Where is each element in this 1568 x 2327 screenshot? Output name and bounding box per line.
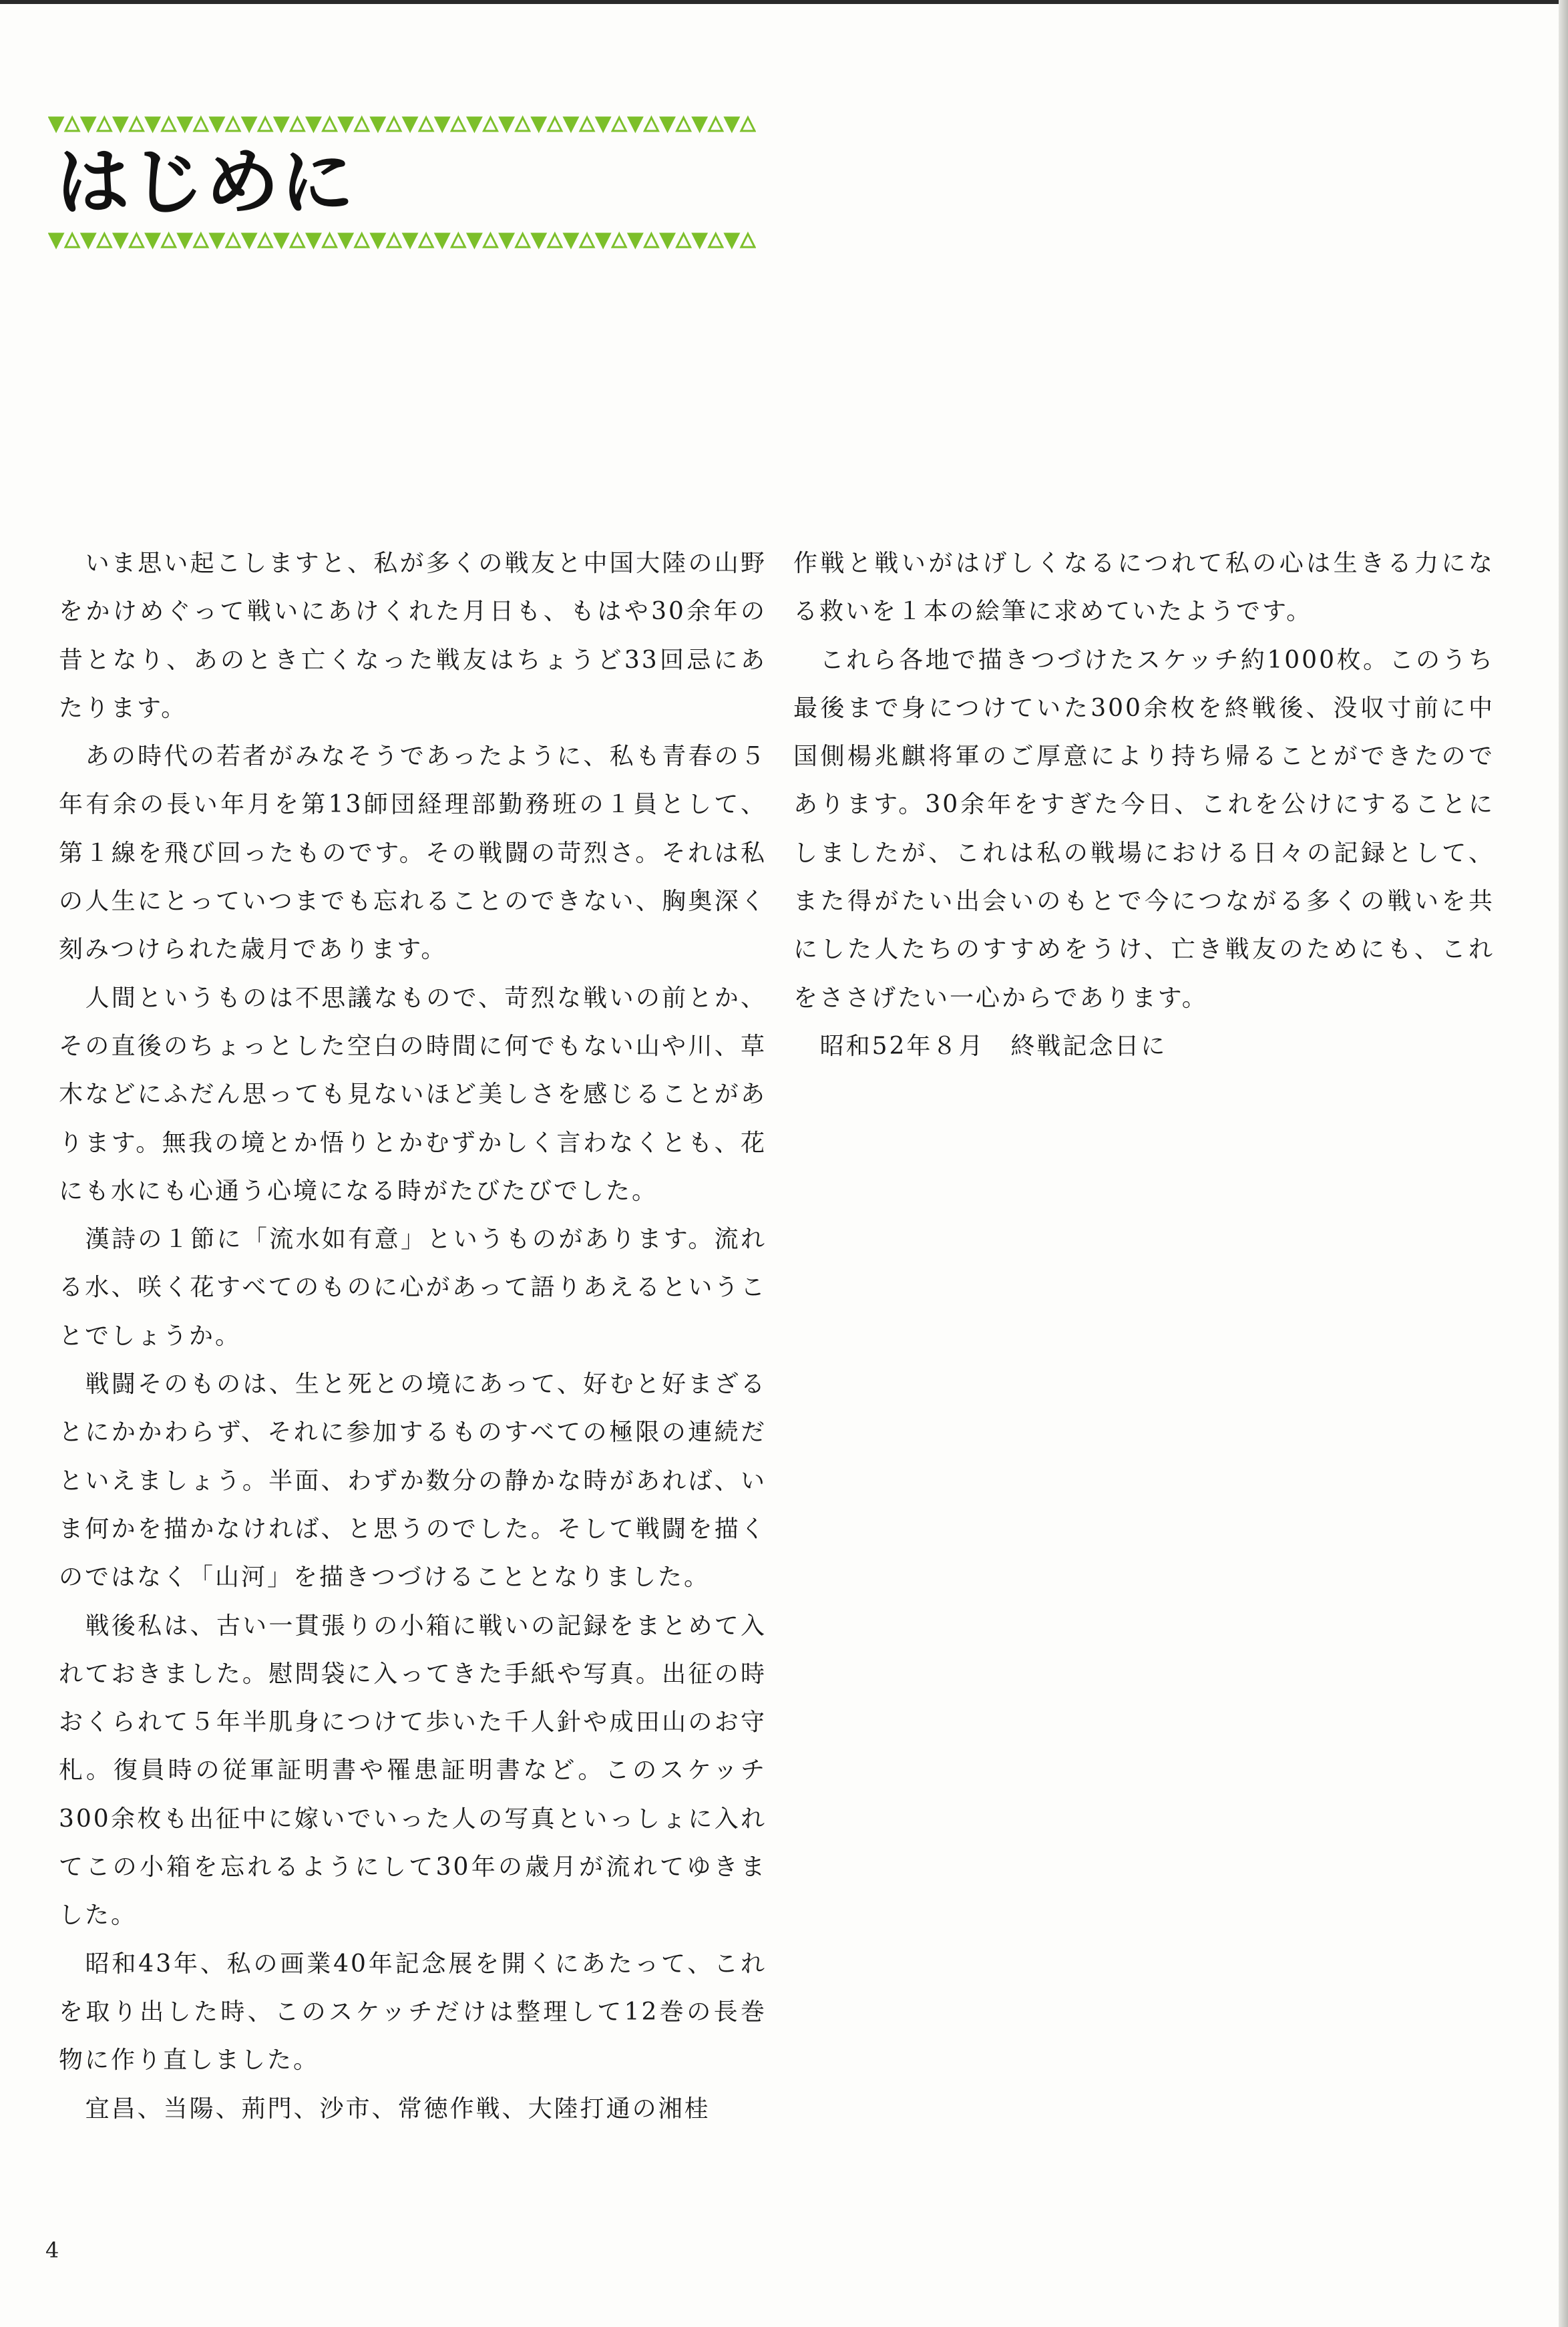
decorative-triangle [596,118,610,131]
paragraph-continued: 作戦と戦いがはげしくなるにつれて私の心は生きる力になる救いを１本の絵筆に求めていたようです。 [793,550,1495,626]
decorative-triangle [660,118,674,131]
decorative-triangle [693,234,707,247]
decorative-triangle-border-top [48,112,756,136]
decorative-triangle [596,234,610,247]
decorative-triangle [130,234,143,247]
decorative-triangle [178,118,192,131]
decorative-triangle [146,118,160,131]
decorative-triangle [97,118,111,131]
decorative-triangle [500,234,514,247]
decorative-triangle [162,234,176,247]
paragraph: 漢詩の１節に「流水如有意」というものがあります。流れる水、咲く花すべてのものに心があって語りあえるということでしょうか。 [59,1226,767,1350]
decorative-triangle [419,118,433,131]
decorative-triangle [114,118,127,131]
decorative-triangle [307,234,320,247]
decorative-triangle [387,234,401,247]
decorative-triangle [242,234,256,247]
decorative-triangle [564,234,578,247]
decorative-triangle [178,234,192,247]
decorative-triangle [162,118,176,131]
decorative-triangle [564,118,578,131]
decorative-triangle [65,118,79,131]
decorative-triangle [644,118,658,131]
decorative-triangle [403,234,417,247]
decorative-triangle [580,118,594,131]
decorative-triangle [323,234,337,247]
decorative-triangle [290,118,304,131]
decorative-triangle [580,234,594,247]
decorative-triangle [451,234,465,247]
decorative-triangle [435,118,449,131]
decorative-triangle [290,234,304,247]
decorative-triangle [419,234,433,247]
decorative-triangle [612,118,626,131]
decorative-triangle [660,234,674,247]
decorative-triangle [548,118,562,131]
paragraph: あの時代の若者がみなそうであったように、私も青春の５年有余の長い年月を第13師団経理部勤務班の１員として、第１線を飛び回ったものです。その戦闘の苛烈さ。それは私の人生にとっていつまでも忘れることのできない、胸奥深く刻みつけられた歳月であります。 [59,743,767,964]
decorative-triangle [725,118,739,131]
decorative-triangle [725,234,739,247]
decorative-triangle [677,234,691,247]
decorative-triangle [323,118,337,131]
decorative-triangle [516,118,530,131]
decorative-triangle [435,234,449,247]
decorative-triangle [451,118,465,131]
decorative-triangle [274,234,288,247]
decorative-triangle [210,234,224,247]
decorative-triangle [258,118,272,131]
paragraph: これら各地で描きつづけたスケッチ約1000枚。このうち最後まで身につけていた300余枚を終戦後、没収寸前に中国側楊兆麒将軍のご厚意により持ち帰ることができたのであります。30余年をすぎた今日、これを公けにすることにしましたが、これは私の戦場における日々の記録として、また得がたい出会いのもとで今につながる多くの戦いを共にした人たちのすすめをうけ、亡き戦友のためにも、これをささげたい一心からであります。 [793,646,1495,1012]
decorative-triangle [548,234,562,247]
paragraph: いま思い起こしますと、私が多くの戦友と中国大陸の山野をかけめぐって戦いにあけくれた月日も、もはや30余年の昔となり、あのとき亡くなった戦友はちょうど33回忌にあたります。 [59,550,767,722]
decorative-triangle [339,118,353,131]
decorative-triangle [644,234,658,247]
decorative-triangle [97,234,111,247]
decorative-triangle [371,118,385,131]
decorative-triangle [628,234,642,247]
decorative-triangle [258,234,272,247]
decorative-triangle [81,234,95,247]
paragraph: 宜昌、当陽、荊門、沙市、常徳作戦、大陸打通の湘桂 [85,2095,711,2123]
decorative-triangle [194,234,208,247]
decorative-triangle [226,118,240,131]
decorative-triangle [741,118,755,131]
decorative-triangle [242,118,256,131]
decorative-triangle [371,234,385,247]
decorative-triangle [709,118,723,131]
decorative-triangle [226,234,240,247]
decorative-triangle [387,118,401,131]
decorative-triangle [210,118,224,131]
paragraph: 昭和43年、私の画業40年記念展を開くにあたって、これを取り出した時、このスケッチだけは整理して12巻の長巻物に作り直しました。 [59,1950,767,2075]
decorative-triangle [114,234,127,247]
decorative-triangle [65,234,79,247]
decorative-triangle [49,118,63,131]
decorative-triangle [403,118,417,131]
decorative-triangle [130,118,143,131]
decorative-triangle [355,118,369,131]
decorative-triangle [709,234,723,247]
decorative-triangle [532,234,546,247]
paragraph: 戦闘そのものは、生と死との境にあって、好むと好まざるとにかかわらず、それに参加するものすべての極限の連続だといえましょう。半面、わずか数分の静かな時があれば、いま何かを描かなければ、と思うのでした。そして戦闘を描くのではなく「山河」を描きつづけることとなりました。 [59,1371,767,1592]
decorative-triangle [81,118,95,131]
decorative-triangle [483,234,497,247]
decorative-triangle [467,234,481,247]
decorative-triangle [274,118,288,131]
decorative-triangle [483,118,497,131]
decorative-triangle [146,234,160,247]
heading-block [48,112,756,252]
decorative-triangle [741,234,755,247]
decorative-triangle [516,234,530,247]
body-column-right [793,540,1495,1071]
decorative-triangle [355,234,369,247]
signature-date: 昭和52年８月 終戦記念日に [819,1032,1167,1060]
decorative-triangle [677,118,691,131]
decorative-triangle [612,234,626,247]
right-scan-edge [1559,0,1568,2327]
decorative-triangle [532,118,546,131]
paragraph: 人間というものは不思議なもので、苛烈な戦いの前とか、その直後のちょっとした空白の時間に何でもない山や川、草木などにふだん思っても見ないほど美しさを感じることがあります。無我の境とか悟りとかむずかしく言わなくとも、花にも水にも心通う心境になる時がたびたびでした。 [59,984,767,1205]
decorative-triangle [628,118,642,131]
page-number: 4 [45,2238,59,2263]
decorative-triangle [693,118,707,131]
decorative-triangle [500,118,514,131]
body-column-left [59,540,767,2133]
page-title: はじめに [56,140,355,225]
paragraph: 戦後私は、古い一貫張りの小箱に戦いの記録をまとめて入れておきました。慰問袋に入ってきた手紙や写真。出征の時おくられて５年半肌身につけて歩いた千人針や成田山のお守札。復員時の従軍証明書や罹患証明書など。このスケッチ300余枚も出征中に嫁いでいった人の写真といっしょに入れてこの小箱を忘れるようにして30年の歳月が流れてゆきました。 [59,1612,767,1930]
decorative-triangle [339,234,353,247]
decorative-triangle [194,118,208,131]
top-scan-edge [0,0,1568,4]
decorative-triangle [467,118,481,131]
decorative-triangle-border-bottom [48,228,756,252]
decorative-triangle [307,118,320,131]
decorative-triangle [49,234,63,247]
